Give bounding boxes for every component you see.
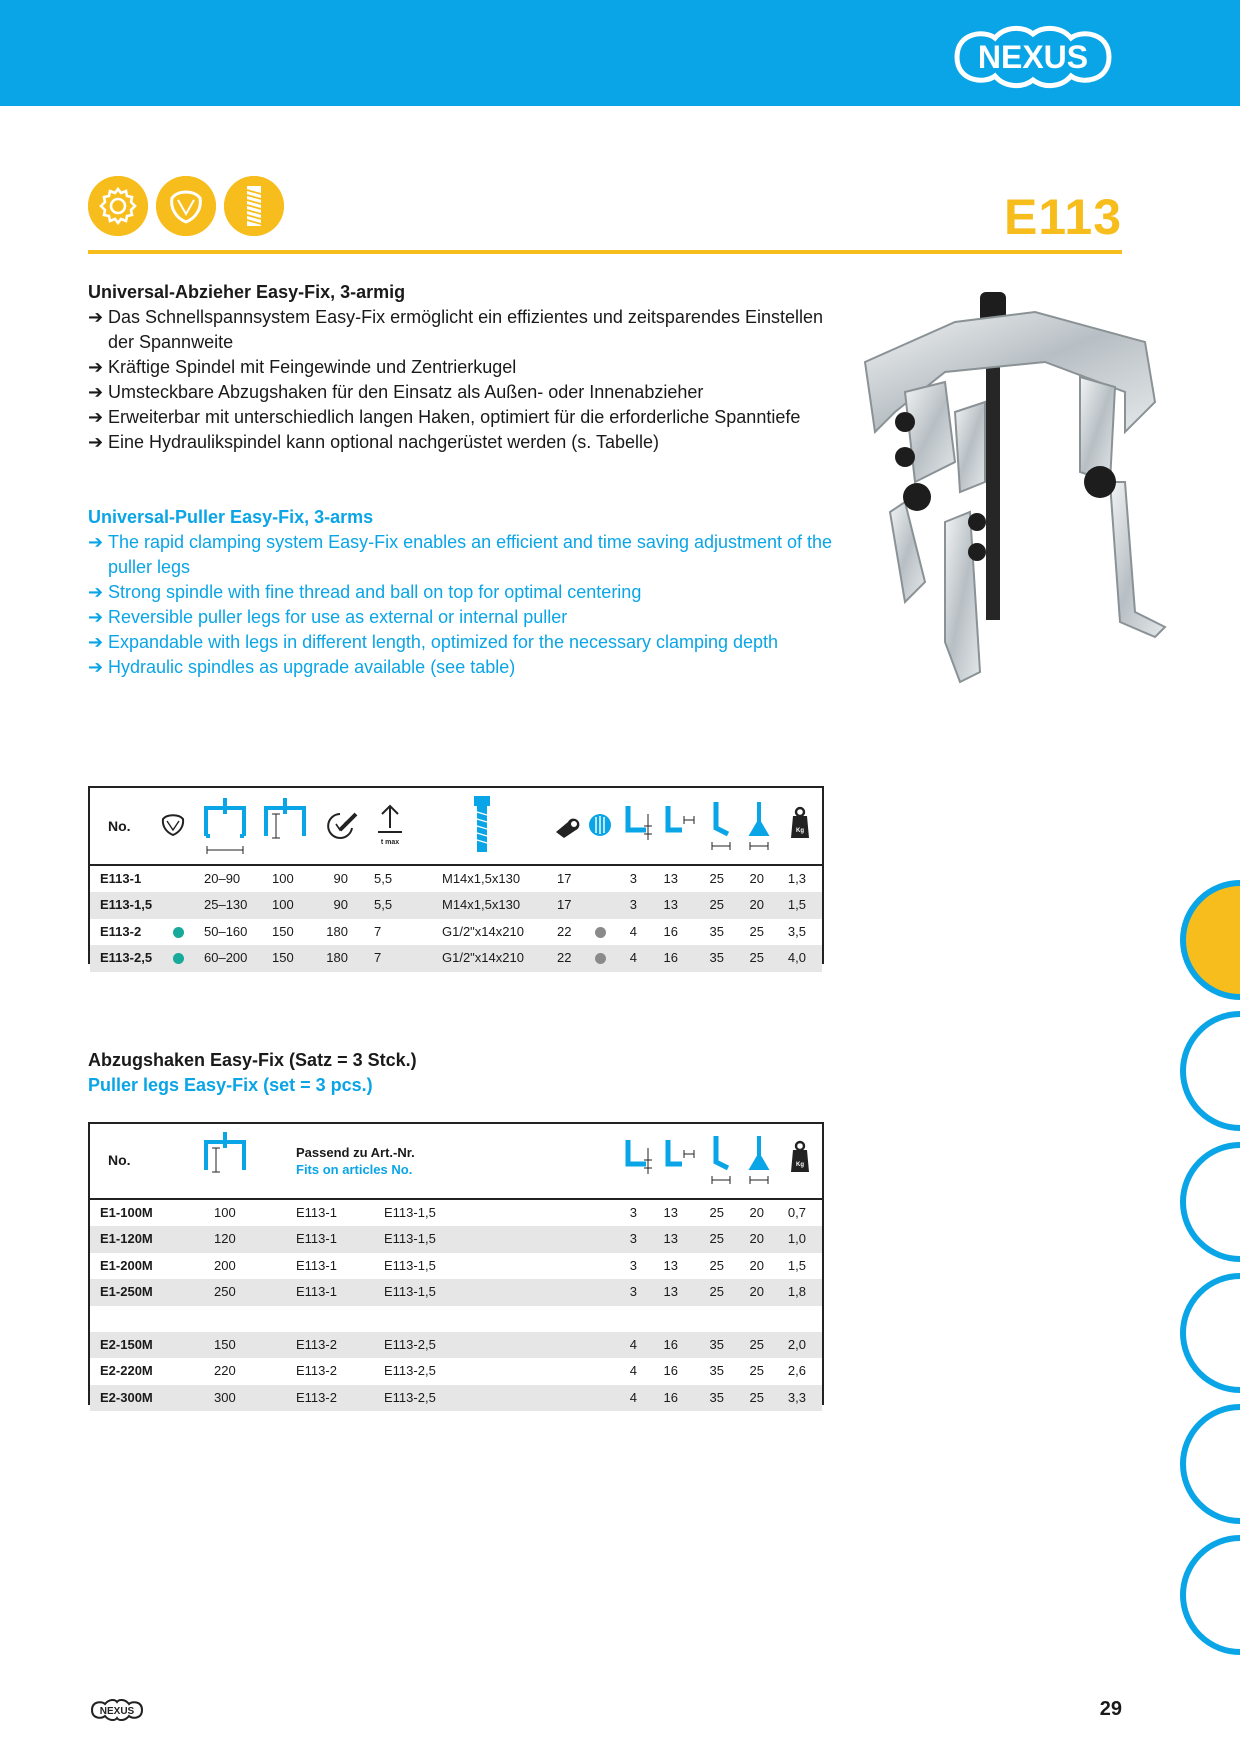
- cell-c: 25: [709, 1231, 724, 1247]
- table-row: [90, 919, 822, 945]
- cell-b: 13: [663, 1284, 678, 1300]
- cell-b: 13: [663, 871, 678, 886]
- cell-kg: 2,6: [787, 1363, 806, 1379]
- chapter-tab[interactable]: [1180, 1011, 1240, 1131]
- bullet-text: The rapid clamping system Easy-Fix enables an efficient and time saving adjustment of the puller legs: [108, 532, 833, 577]
- cell-fit-2: E113-2,5: [384, 1389, 436, 1405]
- cell-no: E113-2: [100, 923, 142, 939]
- cell-fit-1: E113-2: [296, 1363, 337, 1379]
- cell-b: 16: [663, 1389, 678, 1405]
- cell-kg: 2,0: [787, 1336, 806, 1352]
- table-row: [90, 1253, 822, 1279]
- cell-kg: 1,3: [787, 871, 806, 886]
- cell-fit-1: E113-1: [296, 1205, 337, 1220]
- bullet-text: Das Schnellspannsystem Easy-Fix ermöglicht ein effizientes und zeitsparendes Einstellen der Spannweite: [108, 307, 824, 352]
- hydraulic-spindle-icon: [587, 812, 613, 838]
- hydraulic-spindle-dot: [595, 953, 606, 964]
- description-de: [88, 280, 848, 455]
- bullet-item: [88, 580, 848, 605]
- hydraulic-ready-dot: [173, 927, 184, 938]
- cell-tmax: 5,5: [374, 871, 393, 886]
- bullet-item: [88, 355, 848, 380]
- header-no: No.: [108, 818, 131, 834]
- cell-kg: 0,7: [787, 1205, 806, 1220]
- cell-depth: 100: [272, 897, 294, 913]
- torque-icon: [326, 808, 360, 842]
- cell-d: 25: [749, 1389, 764, 1405]
- bullet-list-de: [88, 305, 848, 455]
- cell-depth: 300: [214, 1389, 236, 1405]
- cell-c: 25: [709, 897, 724, 913]
- cell-wrench: 22: [557, 950, 572, 966]
- cell-a: 3: [629, 1231, 637, 1247]
- cell-kg: 1,8: [787, 1284, 806, 1300]
- hydraulic-spindle-dot: [595, 927, 606, 938]
- bullet-text: Eine Hydraulikspindel kann optional nachgerüstet werden (s. Tabelle): [108, 432, 659, 452]
- cell-fit-2: E113-1,5: [384, 1205, 436, 1220]
- arrow-icon: ➔: [88, 657, 104, 677]
- cell-depth: 100: [214, 1205, 236, 1220]
- header-rule: [88, 250, 1122, 254]
- cell-depth: 220: [214, 1363, 236, 1379]
- cell-kg: 3,3: [787, 1389, 806, 1405]
- main-table-body: [90, 866, 822, 972]
- cell-b: 13: [663, 1205, 678, 1220]
- weight-icon: [790, 1140, 810, 1174]
- table-row: [90, 945, 822, 971]
- cell-depth: 120: [214, 1231, 236, 1247]
- table-row: [90, 1358, 822, 1384]
- cell-d: 20: [749, 1284, 764, 1300]
- clamping-depth-icon: [202, 1128, 248, 1178]
- bullet-text: Erweiterbar mit unterschiedlich langen Haken, optimiert für die erforderliche Spanntiefe: [108, 407, 801, 427]
- cell-kg: 1,5: [787, 1257, 806, 1273]
- chapter-tab[interactable]: [1180, 880, 1240, 1000]
- legs-table-header: [90, 1124, 822, 1200]
- cell-torque: 180: [326, 923, 348, 939]
- cell-fit-1: E113-1: [296, 1231, 337, 1247]
- weight-icon: [790, 806, 810, 840]
- cell-no: E1-120M: [100, 1231, 153, 1247]
- arrow-icon: ➔: [88, 357, 104, 377]
- chapter-tab[interactable]: [1180, 1535, 1240, 1655]
- thread-icon: [224, 176, 284, 236]
- cell-c: 35: [709, 950, 724, 966]
- table-row: [90, 1226, 822, 1252]
- cell-kg: 4,0: [787, 950, 806, 966]
- cell-kg: 1,0: [787, 1231, 806, 1247]
- legs-title-en: Puller legs Easy-Fix (set = 3 pcs.): [88, 1075, 373, 1095]
- cell-wrench: 17: [557, 871, 572, 886]
- cell-a: 3: [629, 1257, 637, 1273]
- cell-depth: 200: [214, 1257, 236, 1273]
- wrench-icon: [554, 814, 584, 838]
- clamping-depth-icon: [262, 794, 308, 844]
- bullet-item: [88, 430, 848, 455]
- cell-torque: 180: [326, 950, 348, 966]
- cell-depth: 150: [214, 1336, 236, 1352]
- cell-d: 20: [749, 871, 764, 886]
- cell-a: 3: [629, 1205, 637, 1220]
- bullet-item: [88, 530, 848, 580]
- cell-fit-1: E113-1: [296, 1257, 337, 1273]
- fits-header: [296, 1144, 415, 1178]
- leg-hook-c-icon: [708, 798, 734, 854]
- span-width-icon: [202, 794, 248, 856]
- cell-d: 25: [749, 1336, 764, 1352]
- table-row: [90, 1332, 822, 1358]
- legs-title: [88, 1048, 417, 1098]
- cell-no: E2-150M: [100, 1336, 153, 1352]
- cell-no: E2-300M: [100, 1389, 153, 1405]
- cell-b: 13: [663, 1231, 678, 1247]
- cell-depth: 150: [272, 923, 294, 939]
- cell-no: E113-2,5: [100, 950, 153, 966]
- cell-fit-2: E113-1,5: [384, 1257, 436, 1273]
- cell-thread: M14x1,5x130: [442, 871, 521, 886]
- cell-kg: 3,5: [787, 923, 806, 939]
- description-title-de: Universal-Abzieher Easy-Fix, 3-armig: [88, 282, 406, 302]
- hydraulic-ready-dot: [173, 953, 184, 964]
- leg-hook-c-icon: [708, 1132, 734, 1188]
- cell-span: 25–130: [204, 897, 248, 913]
- bullet-text: Reversible puller legs for use as external or internal puller: [108, 607, 568, 627]
- legs-table: [88, 1122, 824, 1405]
- bullet-item: [88, 655, 848, 680]
- cell-no: E1-200M: [100, 1257, 153, 1273]
- cell-d: 20: [749, 1205, 764, 1220]
- cell-a: 4: [629, 1336, 637, 1352]
- bullet-item: [88, 405, 848, 430]
- cell-fit-2: E113-1,5: [384, 1284, 436, 1300]
- main-table-header: [90, 788, 822, 866]
- cell-depth: 150: [272, 950, 294, 966]
- table-row: [90, 1385, 822, 1411]
- leg-hook-d-icon: [746, 798, 772, 854]
- cell-a: 4: [629, 1363, 637, 1379]
- spindle-thread-icon: [472, 794, 492, 856]
- table-row: [90, 1200, 822, 1226]
- arrow-icon: ➔: [88, 632, 104, 652]
- cell-d: 25: [749, 1363, 764, 1379]
- leg-hook-a-icon: [620, 1136, 656, 1176]
- cell-span: 20–90: [204, 871, 241, 886]
- table-row: [90, 866, 822, 892]
- shield-icon: [156, 176, 216, 236]
- cell-fit-2: E113-2,5: [384, 1363, 436, 1379]
- arrow-icon: ➔: [88, 407, 104, 427]
- svg-text:NEXUS: NEXUS: [977, 39, 1089, 75]
- nexus-logo: [945, 22, 1121, 92]
- main-table: [88, 786, 824, 964]
- gear-icon: [88, 176, 148, 236]
- chapter-tab[interactable]: [1180, 1142, 1240, 1262]
- legs-title-de: Abzugshaken Easy-Fix (Satz = 3 Stck.): [88, 1050, 417, 1070]
- nexus-footer-logo: [88, 1698, 146, 1722]
- cell-d: 25: [749, 923, 764, 939]
- cell-no: E113-1: [100, 871, 142, 886]
- cell-no: E1-250M: [100, 1284, 153, 1300]
- cell-thread: M14x1,5x130: [442, 897, 521, 913]
- cell-wrench: 22: [557, 923, 572, 939]
- description-title-en: Universal-Puller Easy-Fix, 3-arms: [88, 507, 374, 527]
- cell-tmax: 7: [374, 923, 382, 939]
- cell-depth: 100: [272, 871, 294, 886]
- cell-kg: 1,5: [787, 897, 806, 913]
- header-no: No.: [108, 1152, 131, 1168]
- cell-c: 35: [709, 1336, 724, 1352]
- cell-b: 16: [663, 923, 678, 939]
- cell-c: 35: [709, 923, 724, 939]
- cell-fit-1: E113-2: [296, 1336, 337, 1352]
- table-row: [90, 1279, 822, 1305]
- leg-hook-b-icon: [660, 802, 696, 842]
- svg-text:Kg: Kg: [796, 1162, 804, 1168]
- chapter-tab[interactable]: [1180, 1273, 1240, 1393]
- cell-c: 35: [709, 1389, 724, 1405]
- cell-a: 3: [629, 1284, 637, 1300]
- cell-no: E1-100M: [100, 1205, 153, 1220]
- bullet-text: Expandable with legs in different length, optimized for the necessary clamping depth: [108, 632, 779, 652]
- cell-span: 60–200: [204, 950, 248, 966]
- cell-fit-1: E113-2: [296, 1389, 337, 1405]
- cell-a: 3: [629, 871, 637, 886]
- svg-text:t max: t max: [380, 839, 400, 846]
- cell-no: E2-220M: [100, 1363, 153, 1379]
- arrow-icon: ➔: [88, 307, 104, 327]
- svg-text:Kg: Kg: [796, 828, 804, 834]
- cell-wrench: 17: [557, 897, 572, 913]
- cell-a: 4: [629, 1389, 637, 1405]
- product-photo: [845, 282, 1185, 692]
- max-force-icon: [374, 802, 406, 848]
- cell-c: 35: [709, 1363, 724, 1379]
- cell-tmax: 7: [374, 950, 382, 966]
- bullet-item: [88, 305, 848, 355]
- bullet-text: Hydraulic spindles as upgrade available (see table): [108, 657, 516, 677]
- cell-c: 25: [709, 871, 724, 886]
- cell-depth: 250: [214, 1284, 236, 1300]
- cell-b: 13: [663, 897, 678, 913]
- arrow-icon: ➔: [88, 432, 104, 452]
- cell-torque: 90: [333, 897, 348, 913]
- fits-header-de: Passend zu Art.-Nr.: [296, 1145, 415, 1160]
- fits-header-en: Fits on articles No.: [296, 1162, 413, 1177]
- arrow-icon: ➔: [88, 382, 104, 402]
- bullet-text: Strong spindle with fine thread and ball on top for optimal centering: [108, 582, 642, 602]
- bullet-list-en: [88, 530, 848, 680]
- cell-thread: G1/2"x14x210: [442, 950, 524, 966]
- bullet-item: [88, 630, 848, 655]
- arrow-icon: ➔: [88, 607, 104, 627]
- cell-c: 25: [709, 1284, 724, 1300]
- arrow-icon: ➔: [88, 532, 104, 552]
- table-row: [90, 892, 822, 918]
- bullet-text: Umsteckbare Abzugshaken für den Einsatz als Außen- oder Innenabzieher: [108, 382, 704, 402]
- cell-torque: 90: [333, 871, 348, 886]
- cell-d: 20: [749, 897, 764, 913]
- bullet-item: [88, 605, 848, 630]
- arrow-icon: ➔: [88, 582, 104, 602]
- cell-d: 20: [749, 1257, 764, 1273]
- cell-fit-1: E113-1: [296, 1284, 337, 1300]
- cell-a: 4: [629, 923, 637, 939]
- cell-b: 16: [663, 1336, 678, 1352]
- shield-icon: [160, 812, 186, 838]
- cell-tmax: 5,5: [374, 897, 393, 913]
- cell-thread: G1/2"x14x210: [442, 923, 524, 939]
- leg-hook-b-icon: [660, 1136, 696, 1176]
- description-en: [88, 505, 848, 680]
- page-number: 29: [1099, 1698, 1122, 1720]
- table-row: [90, 1306, 822, 1332]
- cell-c: 25: [709, 1257, 724, 1273]
- legs-table-body: [90, 1200, 822, 1411]
- product-code: E113: [1003, 189, 1122, 245]
- cell-d: 20: [749, 1231, 764, 1247]
- cell-span: 50–160: [204, 923, 248, 939]
- cell-b: 16: [663, 1363, 678, 1379]
- cell-no: E113-1,5: [100, 897, 153, 913]
- cell-d: 25: [749, 950, 764, 966]
- leg-hook-a-icon: [620, 802, 656, 842]
- leg-hook-d-icon: [746, 1132, 772, 1188]
- cell-b: 16: [663, 950, 678, 966]
- svg-text:NEXUS: NEXUS: [99, 1706, 135, 1717]
- cell-a: 3: [629, 897, 637, 913]
- chapter-tab[interactable]: [1180, 1404, 1240, 1524]
- bullet-text: Kräftige Spindel mit Feingewinde und Zentrierkugel: [108, 357, 517, 377]
- cell-b: 13: [663, 1257, 678, 1273]
- cell-fit-2: E113-1,5: [384, 1231, 436, 1247]
- cell-a: 4: [629, 950, 637, 966]
- cell-c: 25: [709, 1205, 724, 1220]
- cell-fit-2: E113-2,5: [384, 1336, 436, 1352]
- bullet-item: [88, 380, 848, 405]
